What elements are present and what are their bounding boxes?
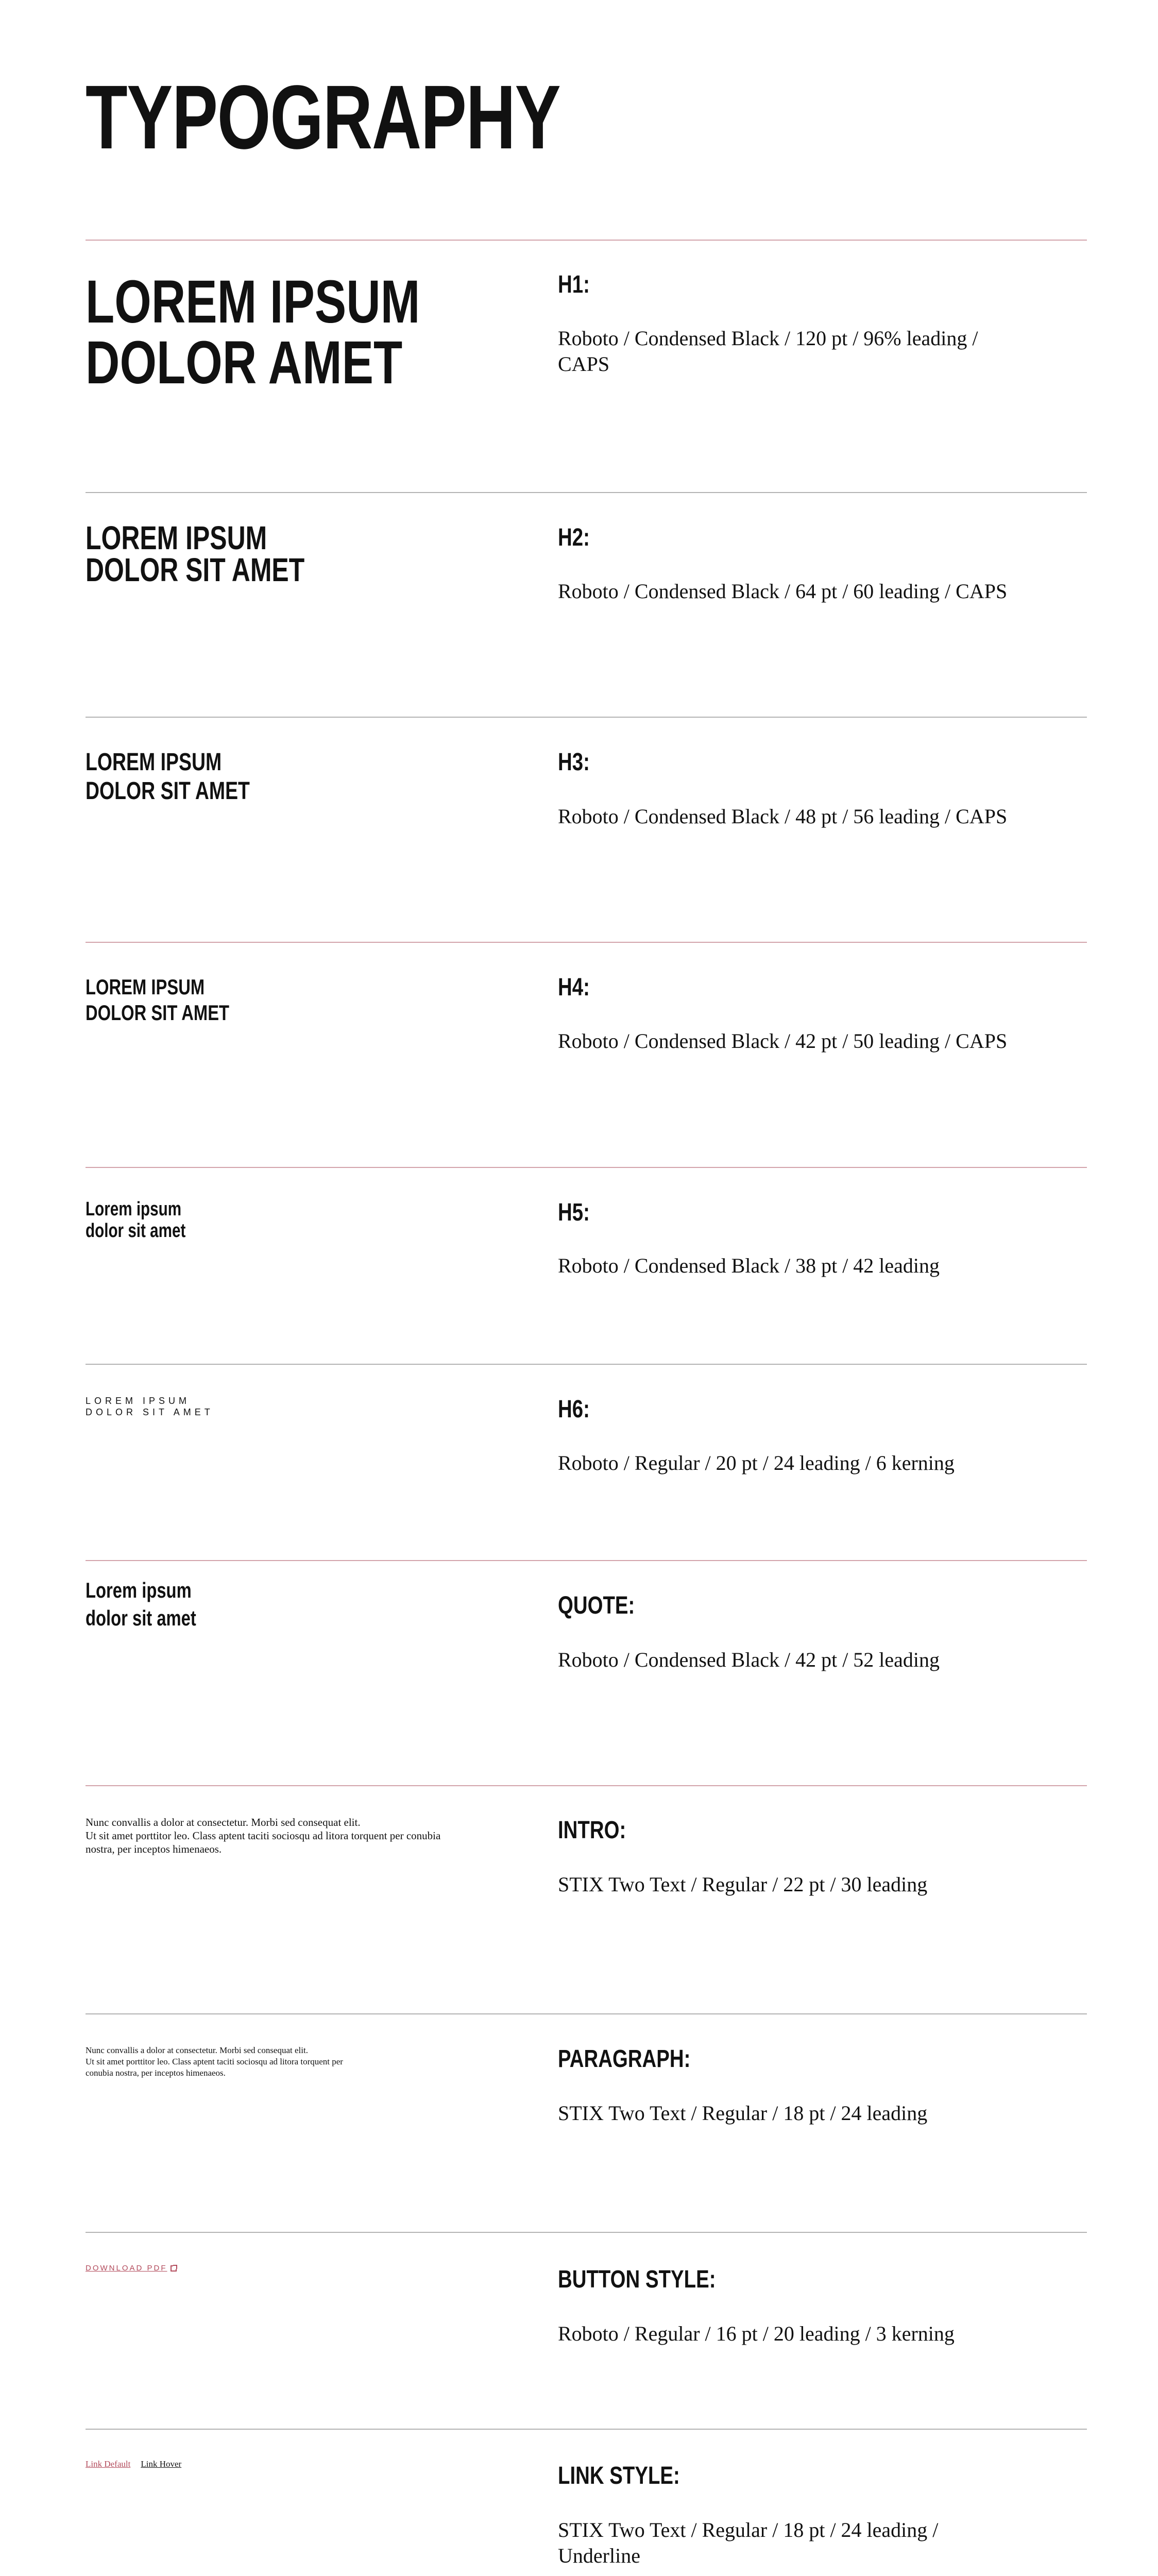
- paragraph-label: PARAGRAPH:: [558, 2045, 691, 2073]
- quote-sample-line-2: dolor sit amet: [86, 1606, 196, 1630]
- link-samples: [86, 2459, 181, 2469]
- button-style-label: BUTTON STYLE:: [558, 2266, 716, 2293]
- intro-sample: [86, 1816, 456, 1856]
- h2-sample: [86, 519, 305, 588]
- h4-spec: Roboto / Condensed Black / 42 pt / 50 leading / CAPS: [558, 1029, 1008, 1053]
- h3-sample: [86, 748, 250, 806]
- section-divider: [86, 717, 1087, 718]
- section-divider: [86, 2013, 1087, 2014]
- intro-spec: STIX Two Text / Regular / 22 pt / 30 leading: [558, 1873, 928, 1896]
- quote-spec: Roboto / Condensed Black / 42 pt / 52 leading: [558, 1648, 940, 1671]
- section-divider: [86, 1364, 1087, 1365]
- section-divider: [86, 1785, 1087, 1786]
- h4-sample: [86, 974, 229, 1026]
- h4-label: H4:: [558, 974, 590, 1001]
- h1-label: H1:: [558, 271, 590, 298]
- section-divider: [86, 1560, 1087, 1561]
- external-link-icon: [171, 2265, 177, 2272]
- download-pdf-label: DOWNLOAD PDF: [86, 2264, 167, 2273]
- h5-sample-line-1: Lorem ipsum: [86, 1198, 182, 1220]
- paragraph-sample-line-1: Nunc convallis a dolor at consectetur. Morbi sed consequat elit.: [86, 2045, 308, 2055]
- h3-sample-line-2: DOLOR SIT AMET: [86, 777, 250, 805]
- h5-sample: [86, 1198, 185, 1242]
- h6-sample: [86, 1395, 214, 1418]
- h3-sample-line-1: LOREM IPSUM: [86, 749, 222, 776]
- paragraph-spec: STIX Two Text / Regular / 18 pt / 24 leading: [558, 2102, 928, 2125]
- h3-label: H3:: [558, 749, 590, 776]
- h6-sample-line-2: DOLOR SIT AMET: [86, 1407, 214, 1417]
- h6-sample-line-1: LOREM IPSUM: [86, 1396, 191, 1406]
- h5-sample-line-2: dolor sit amet: [86, 1220, 186, 1242]
- button-style-spec: Roboto / Regular / 16 pt / 20 leading / 3 kerning: [558, 2322, 955, 2345]
- h4-sample-line-1: LOREM IPSUM: [86, 975, 205, 999]
- link-default[interactable]: Link Default: [86, 2459, 131, 2469]
- link-hover[interactable]: Link Hover: [141, 2459, 182, 2469]
- section-divider: [86, 2429, 1087, 2430]
- h5-spec: Roboto / Condensed Black / 38 pt / 42 leading: [558, 1254, 940, 1277]
- page-title: TYPOGRAPHY: [86, 67, 560, 168]
- section-divider: [86, 240, 1087, 241]
- h2-label: H2:: [558, 524, 590, 551]
- intro-sample-line-1: Nunc convallis a dolor at consectetur. Morbi sed consequat elit.: [86, 1816, 361, 1828]
- h6-spec: Roboto / Regular / 20 pt / 24 leading / 6 kerning: [558, 1451, 955, 1475]
- intro-label: INTRO:: [558, 1817, 626, 1844]
- section-divider: [86, 2232, 1087, 2233]
- quote-sample-line-1: Lorem ipsum: [86, 1578, 192, 1602]
- quote-sample: [86, 1577, 196, 1632]
- h2-sample-line-1: LOREM IPSUM: [86, 519, 267, 556]
- h6-label: H6:: [558, 1396, 590, 1423]
- quote-label: QUOTE:: [558, 1592, 635, 1619]
- link-style-spec: STIX Two Text / Regular / 18 pt / 24 leading / Underline: [558, 2518, 939, 2567]
- paragraph-sample: [86, 2045, 343, 2079]
- h4-sample-line-2: DOLOR SIT AMET: [86, 1001, 230, 1025]
- h1-sample-line-1: LOREM IPSUM: [86, 268, 420, 336]
- download-pdf-button[interactable]: [86, 2264, 177, 2273]
- section-divider: [86, 1167, 1087, 1168]
- h3-spec: Roboto / Condensed Black / 48 pt / 56 leading / CAPS: [558, 805, 1008, 828]
- intro-sample-line-2: Ut sit amet porttitor leo. Class aptent taciti sociosqu ad litora torquent per conubia nostra, per inceptos himenaeos.: [86, 1829, 441, 1855]
- section-divider: [86, 492, 1087, 493]
- h2-spec: Roboto / Condensed Black / 64 pt / 60 leading / CAPS: [558, 580, 1008, 603]
- section-divider: [86, 942, 1087, 943]
- h1-sample: [86, 268, 420, 397]
- link-style-label: LINK STYLE:: [558, 2462, 680, 2489]
- paragraph-sample-line-2: Ut sit amet porttitor leo. Class aptent taciti sociosqu ad litora torquent per conubia nostra, per inceptos himenaeos.: [86, 2057, 343, 2078]
- h5-label: H5:: [558, 1199, 590, 1226]
- h2-sample-line-2: DOLOR SIT AMET: [86, 551, 305, 588]
- h1-spec: Roboto / Condensed Black / 120 pt / 96% leading / CAPS: [558, 327, 978, 376]
- h1-sample-line-2: DOLOR AMET: [86, 329, 403, 397]
